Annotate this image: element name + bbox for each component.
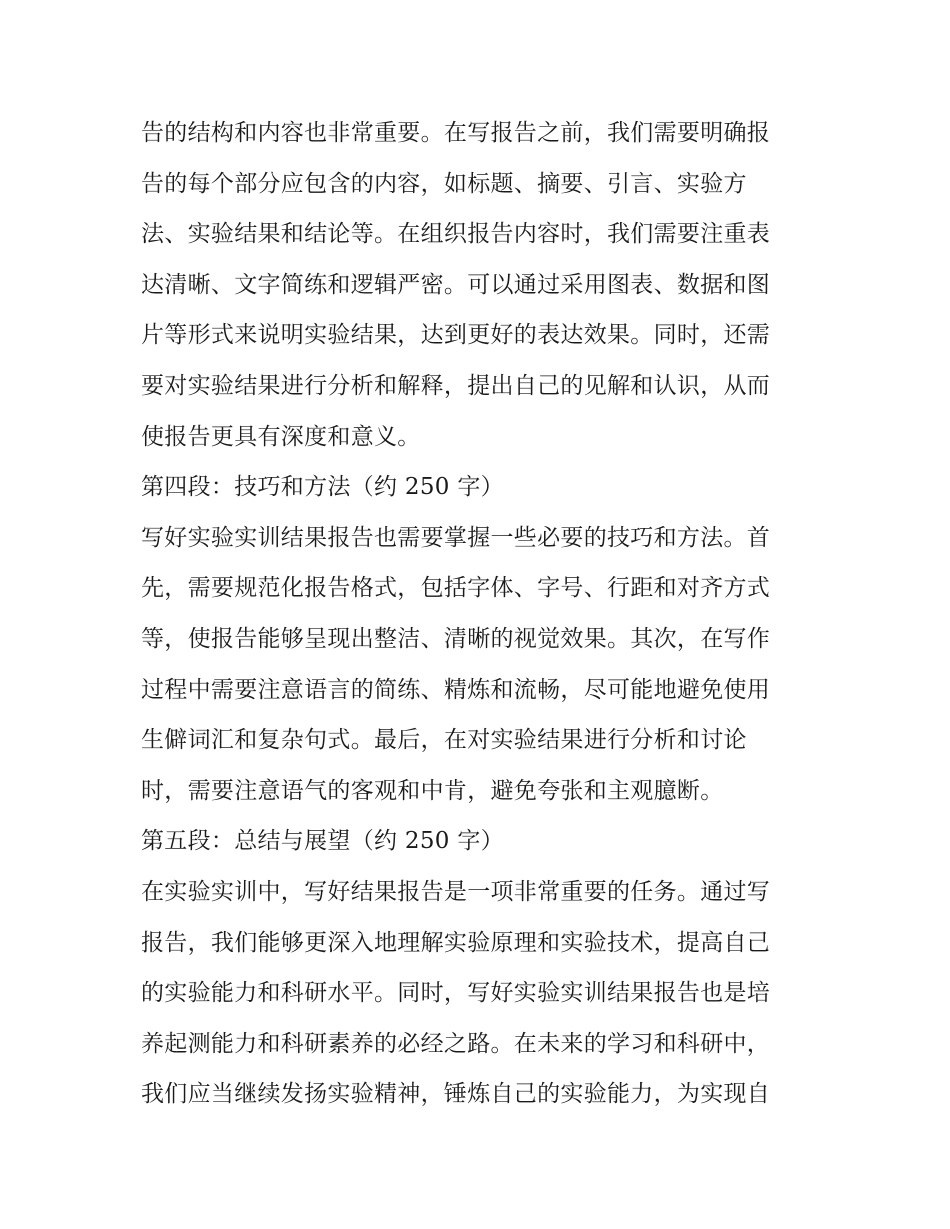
section-heading: 第五段：总结与展望（约 250 字） xyxy=(141,828,504,855)
text-line: 达清晰、文字简练和逻辑严密。可以通过采用图表、数据和图 xyxy=(141,271,771,298)
text-line: 告的结构和内容也非常重要。在写报告之前，我们需要明确报 xyxy=(141,120,771,146)
text-line: 写好实验实训结果报告也需要掌握一些必要的技巧和方法。首 xyxy=(141,524,771,551)
text-line: 过程中需要注意语言的简练、精炼和流畅，尽可能地避免使用 xyxy=(141,676,771,703)
text-line: 生僻词汇和复杂句式。最后，在对实验结果进行分析和讨论 xyxy=(141,727,747,754)
section-heading: 第四段：技巧和方法（约 250 字） xyxy=(141,474,504,501)
text-line: 法、实验结果和结论等。在组织报告内容时，我们需要注重表 xyxy=(141,221,771,248)
text-line: 在实验实训中，写好结果报告是一项非常重要的任务。通过写 xyxy=(141,878,771,905)
text-line: 我们应当继续发扬实验精神，锤炼自己的实验能力，为实现自 xyxy=(141,1081,771,1108)
text-line: 片等形式来说明实验结果，达到更好的表达效果。同时，还需 xyxy=(141,322,771,349)
text-line: 使报告更具有深度和意义。 xyxy=(141,423,421,450)
text-line: 的实验能力和科研水平。同时，写好实验实训结果报告也是培 xyxy=(141,980,771,1007)
document-body xyxy=(141,108,821,1120)
text-line: 告的每个部分应包含的内容，如标题、摘要、引言、实验方 xyxy=(141,170,747,197)
text-line: 报告，我们能够更深入地理解实验原理和实验技术，提高自己 xyxy=(141,929,771,956)
text-line: 要对实验结果进行分析和解释，提出自己的见解和认识，从而 xyxy=(141,372,771,399)
text-line: 等，使报告能够呈现出整洁、清晰的视觉效果。其次，在写作 xyxy=(141,625,771,652)
text-line: 时，需要注意语气的客观和中肯，避免夸张和主观臆断。 xyxy=(141,777,724,804)
text-line: 先，需要规范化报告格式，包括字体、字号、行距和对齐方式 xyxy=(141,575,771,602)
text-line: 养起测能力和科研素养的必经之路。在未来的学习和科研中， xyxy=(141,1030,771,1057)
